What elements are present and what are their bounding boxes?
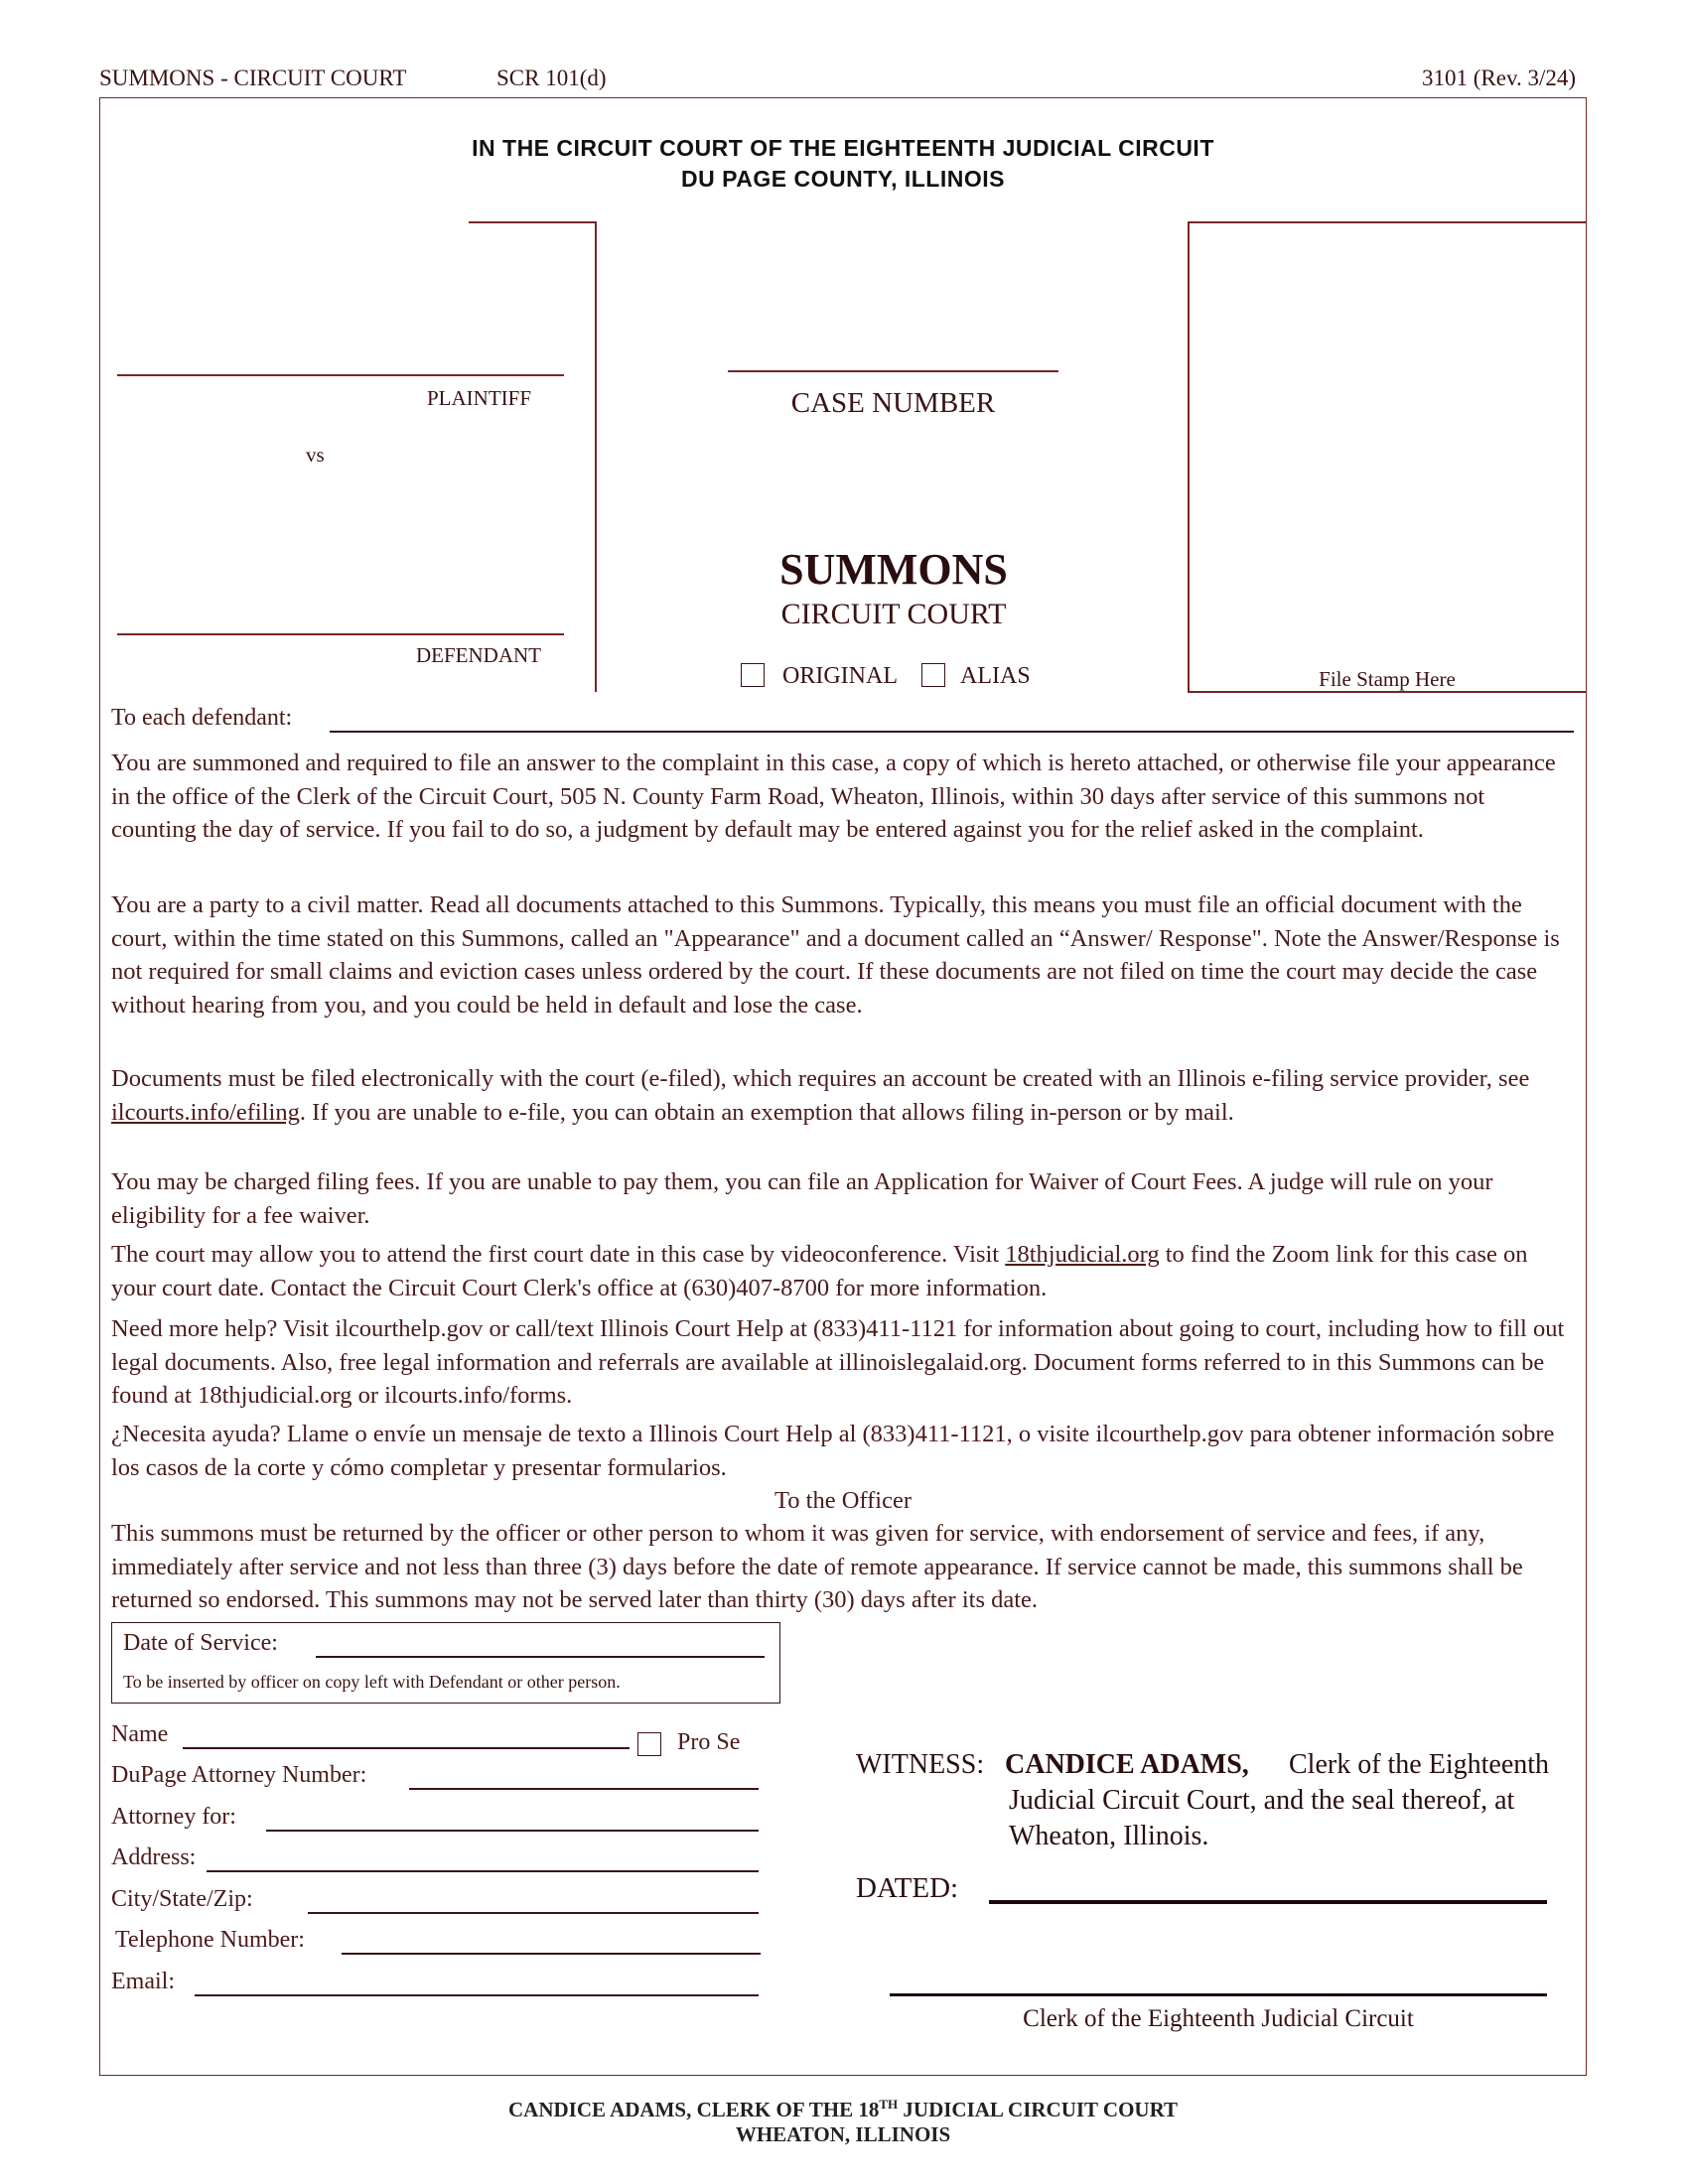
spanish-paragraph bbox=[111, 1418, 1575, 1484]
efile-text-b: . If you are unable to e-file, you can obtain an exemption that allows filing in-person or by mail. bbox=[299, 1098, 1234, 1126]
attorney-number-field[interactable] bbox=[409, 1788, 759, 1790]
dated-label: DATED: bbox=[856, 1872, 959, 1904]
doc-title: SUMMONS bbox=[779, 545, 1008, 594]
service-date-label: Date of Service: bbox=[123, 1630, 278, 1656]
caption-left-top-rule bbox=[469, 221, 596, 223]
witness-line1: Clerk of the Eighteenth bbox=[1289, 1749, 1550, 1780]
attorney-for-label: Attorney for: bbox=[111, 1804, 236, 1830]
form-number: 3101 (Rev. 3/24) bbox=[1422, 66, 1577, 90]
case-number-label: CASE NUMBER bbox=[790, 387, 996, 419]
officer-heading: To the Officer bbox=[774, 1487, 912, 1514]
officer-text: This summons must be returned by the officer or other person to whom it was given for service, with endorsement of service and fees, if any, immediately after service and not less than three (3) days before the date of remote appearance. If service cannot be made, this summons shall be returned so endorsed. This summons may not be served later than thirty (30) days after its date. bbox=[111, 1520, 1523, 1613]
alias-checkbox[interactable] bbox=[921, 663, 945, 687]
help-paragraph bbox=[111, 1312, 1575, 1413]
spanish-text: ¿Necesita ayuda? Llame o envíe un mensaje de texto a Illinois Court Help al (833)411-1121, o visite ilcourthelp.gov para obtener información sobre los casos de la corte y cómo completar y presentar formularios. bbox=[111, 1421, 1555, 1481]
witness-label: WITNESS: bbox=[856, 1749, 985, 1780]
defendant-line[interactable] bbox=[117, 633, 564, 635]
pro-se-checkbox[interactable] bbox=[637, 1732, 661, 1756]
officer-paragraph bbox=[111, 1517, 1575, 1617]
pro-se-label: Pro Se bbox=[677, 1729, 741, 1755]
footer-clerk-a: CANDICE ADAMS, CLERK OF THE 18 bbox=[507, 2098, 880, 2121]
service-note: To be inserted by officer on copy left with Defendant or other person. bbox=[123, 1672, 621, 1692]
form-title: SUMMONS - CIRCUIT COURT bbox=[99, 66, 407, 90]
footer-clerk-sup: TH bbox=[879, 2097, 899, 2112]
efile-text-a: Documents must be filed electronically with the court (e-filed), which requires an account be created with an Illinois e-filing service provider, see bbox=[111, 1065, 1530, 1092]
address-field[interactable] bbox=[207, 1870, 759, 1872]
attorney-number-label: DuPage Attorney Number: bbox=[111, 1762, 367, 1788]
file-stamp-top-border bbox=[1188, 221, 1587, 223]
file-stamp-label: File Stamp Here bbox=[1319, 667, 1456, 691]
plaintiff-label: PLAINTIFF bbox=[427, 386, 532, 410]
footer-clerk bbox=[99, 2097, 1587, 2122]
witness-line2: Judicial Circuit Court, and the seal thereof, at bbox=[1009, 1785, 1515, 1816]
telephone-field[interactable] bbox=[342, 1953, 761, 1955]
help-text: Need more help? Visit ilcourthelp.gov or call/text Illinois Court Help at (833)411-1121 for information about going to court, including how to fill out legal documents. Also, free legal information and referrals are available at illinoislegalaid.org. Document forms referred to in this Summons can be found at 18thjudicial.org or ilcourts.info/forms. bbox=[111, 1315, 1565, 1409]
efiling-link[interactable]: ilcourts.info/efiling bbox=[111, 1098, 300, 1126]
witness-line3: Wheaton, Illinois. bbox=[1009, 1821, 1209, 1851]
vs-label: vs bbox=[306, 443, 325, 467]
service-date-field[interactable] bbox=[316, 1656, 765, 1658]
file-stamp-left-border bbox=[1188, 221, 1190, 692]
party-paragraph bbox=[111, 888, 1575, 1022]
to-defendant-label: To each defendant: bbox=[111, 705, 293, 731]
clerk-name: CANDICE ADAMS, bbox=[1005, 1749, 1249, 1780]
name-label: Name bbox=[111, 1721, 169, 1747]
video-text-a: The court may allow you to attend the first court date in this case by videoconference. Visit bbox=[111, 1241, 1006, 1268]
city-label: City/State/Zip: bbox=[111, 1886, 253, 1912]
judicial-link[interactable]: 18thjudicial.org bbox=[1005, 1241, 1160, 1268]
to-defendant-field[interactable] bbox=[330, 731, 1574, 733]
footer-city: WHEATON, ILLINOIS bbox=[735, 2122, 951, 2146]
doc-subtitle: CIRCUIT COURT bbox=[780, 598, 1007, 630]
dated-field[interactable] bbox=[989, 1900, 1547, 1904]
attorney-for-field[interactable] bbox=[266, 1830, 759, 1832]
court-name: IN THE CIRCUIT COURT OF THE EIGHTEENTH JUDICIAL CIRCUIT bbox=[472, 135, 1214, 161]
caption-left-divider bbox=[595, 221, 597, 692]
defendant-label: DEFENDANT bbox=[416, 643, 541, 667]
original-checkbox[interactable] bbox=[741, 663, 765, 687]
court-county: DU PAGE COUNTY, ILLINOIS bbox=[681, 166, 1005, 192]
efile-paragraph bbox=[111, 1062, 1575, 1129]
clerk-signature-line[interactable] bbox=[890, 1993, 1547, 1996]
name-field[interactable] bbox=[183, 1747, 630, 1749]
summons-text: You are summoned and required to file an answer to the complaint in this case, a copy of which is hereto attached, or otherwise file your appearance in the office of the Clerk of the Circuit Court, 505 N. County Farm Road, Wheaton, Illinois, within 30 days after service of this summons not counting the day of service. If you fail to do so, a judgment by default may be entered against you for the relief asked in the complaint. bbox=[111, 750, 1556, 843]
address-label: Address: bbox=[111, 1844, 197, 1870]
telephone-label: Telephone Number: bbox=[115, 1927, 305, 1953]
video-paragraph bbox=[111, 1238, 1575, 1304]
signature-caption: Clerk of the Eighteenth Judicial Circuit bbox=[1023, 2005, 1414, 2032]
fees-paragraph bbox=[111, 1165, 1575, 1232]
summons-paragraph bbox=[111, 747, 1575, 847]
alias-label: ALIAS bbox=[960, 663, 1031, 689]
city-field[interactable] bbox=[308, 1912, 759, 1914]
video-text-b: to find the Zoom link for this case on your court date. Contact the Circuit Court Clerk's office at (630)407-8700 for more information. bbox=[111, 1241, 1528, 1301]
email-label: Email: bbox=[111, 1969, 175, 1994]
footer-clerk-b: JUDICIAL CIRCUIT COURT bbox=[898, 2098, 1179, 2121]
fees-text: You may be charged filing fees. If you are unable to pay them, you can file an Application for Waiver of Court Fees. A judge will rule on your eligibility for a fee waiver. bbox=[111, 1168, 1493, 1229]
plaintiff-line[interactable] bbox=[117, 374, 564, 376]
original-label: ORIGINAL bbox=[782, 663, 898, 689]
party-text: You are a party to a civil matter. Read all documents attached to this Summons. Typically, this means you must file an official document with the court, within the time stated on this Summons, called an "Appearance" and a document called an “Answer/ Response". Note the Answer/Response is not required for small claims and eviction cases unless ordered by the court. If these documents are not filed on time the court may decide the case without hearing from you, and you could be held in default and lose the case. bbox=[111, 891, 1560, 1019]
form-rule: SCR 101(d) bbox=[496, 66, 607, 90]
email-field[interactable] bbox=[195, 1994, 759, 1996]
case-number-line[interactable] bbox=[728, 370, 1058, 372]
